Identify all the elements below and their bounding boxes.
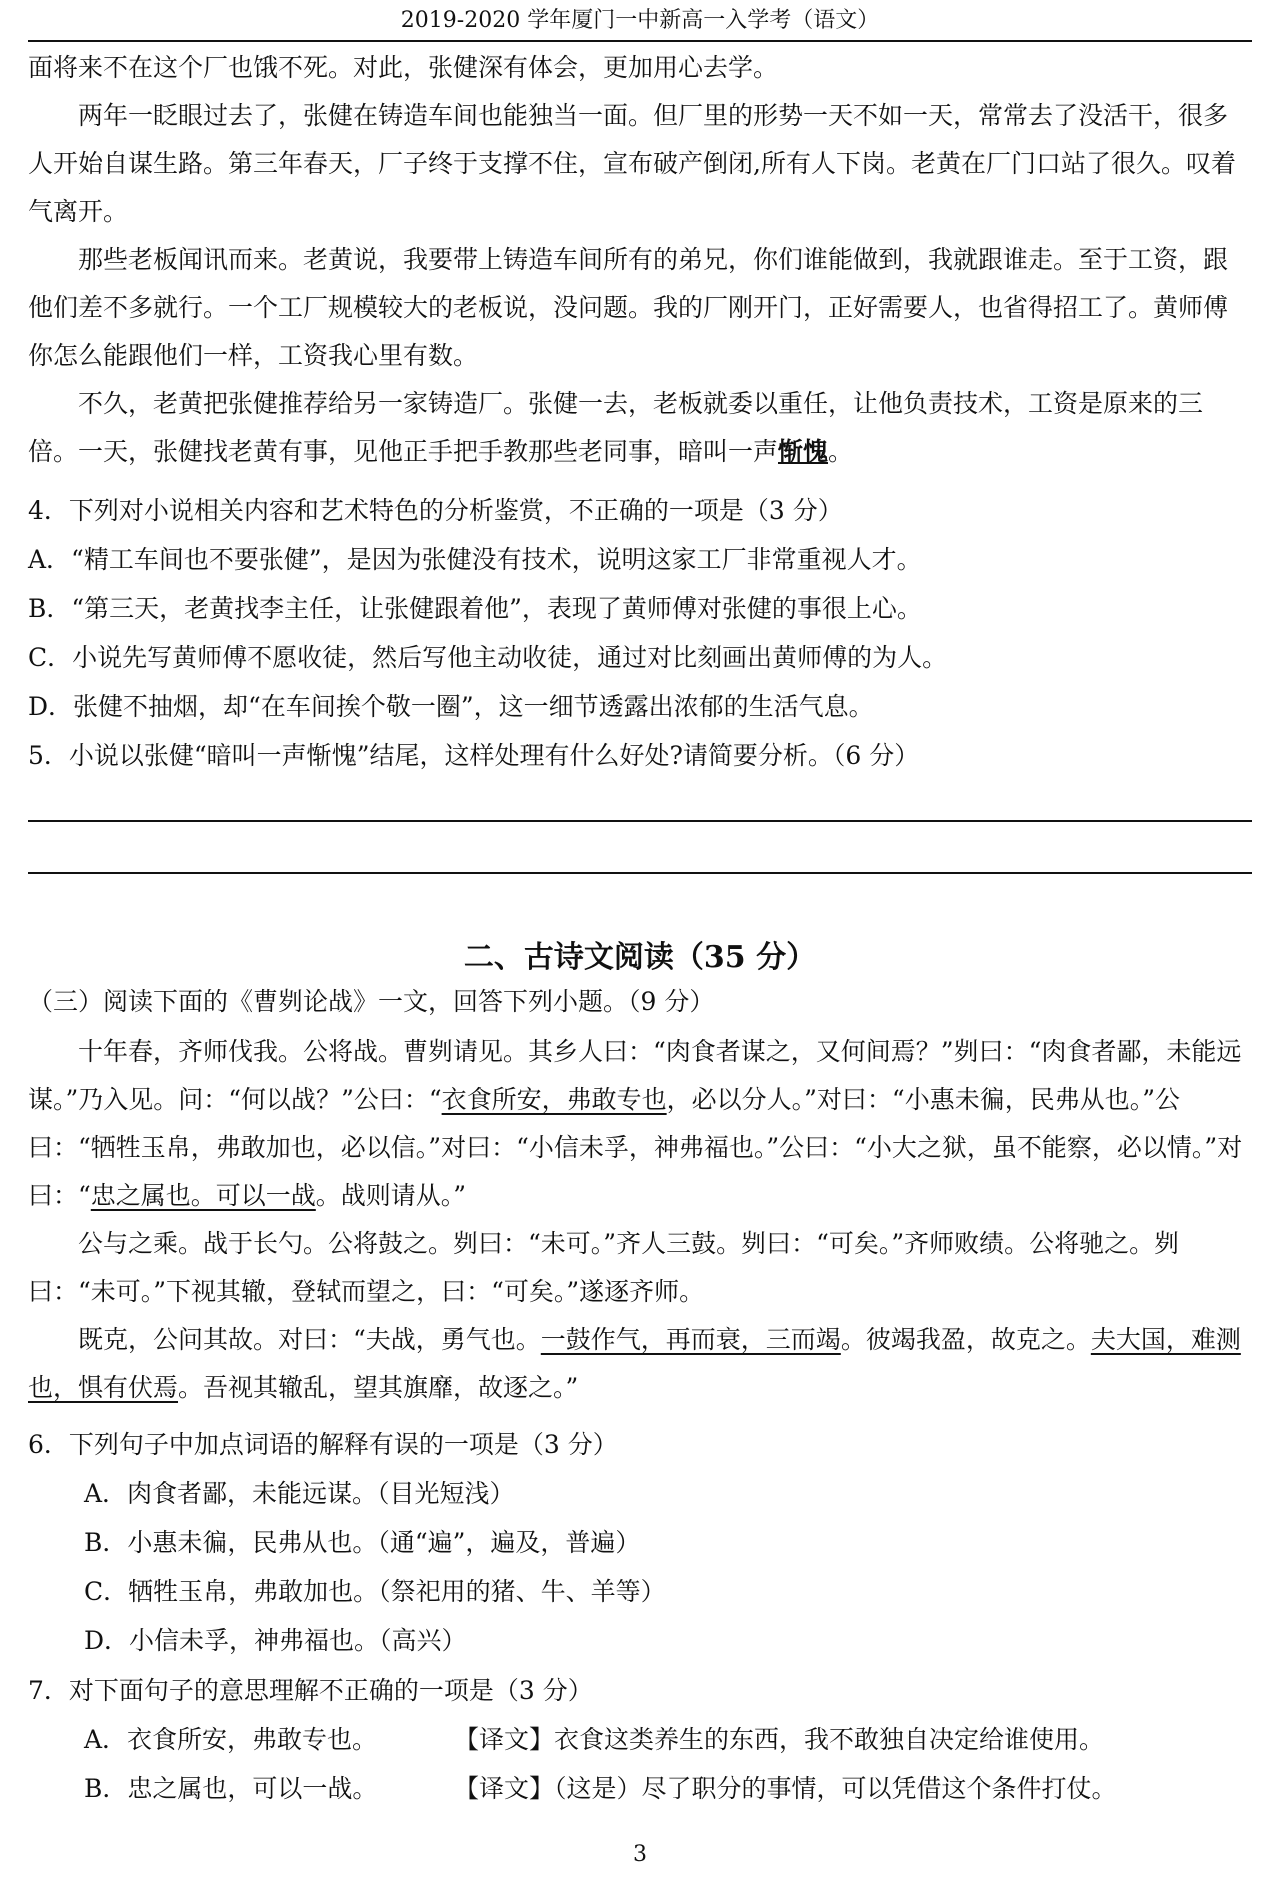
option-b: B．小惠未徧，民弗从也。（通“遍”，遍及，普遍） (84, 1528, 641, 1557)
classical-passage (28, 982, 1252, 1412)
passage-paragraph: 公与之乘。战于长勺。公将鼓之。刿曰：“未可。”齐人三鼓。刿曰：“可矣。”齐师败绩。公将驰之。刿曰：“未可。”下视其辙，登轼而望之，曰：“可矣。”遂逐齐师。 (28, 1229, 1180, 1306)
underlined-sentence: 夫大国，难测也，惧有伏焉 (28, 1325, 1241, 1402)
passage-text-run: 十年春，齐师伐我。公将战。曹刿请见。其乡人曰：“肉食者谋之，又何间焉？”刿曰：“肉食者鄙，未能远谋。”乃入见。问：“何以战？”公曰：“ (28, 1037, 1242, 1114)
story-paragraph: 面将来不在这个厂也饿不死。对此，张健深有体会，更加用心去学。 (28, 53, 779, 82)
passage-text-run: 。彼竭我盈，故克之。 (840, 1325, 1091, 1354)
story-paragraph: 那些老板闻讯而来。老黄说，我要带上铸造车间所有的弟兄，你们谁能做到，我就跟谁走。至于工资，跟他们差不多就行。一个工厂规模较大的老板说，没问题。我的厂刚开门，正好需要人，也省得招工了。黄师傅你怎么能跟他们一样，工资我心里有数。 (28, 245, 1229, 370)
page-header (28, 6, 1252, 42)
emphasized-word: 惭愧 (778, 437, 829, 466)
option-c: C．小说先写黄师傅不愿收徒，然后写他主动收徒，通过对比刻画出黄师傅的为人。 (28, 643, 948, 672)
answer-line[interactable] (28, 872, 1252, 874)
question-stem: 4．下列对小说相关内容和艺术特色的分析鉴赏，不正确的一项是（3 分） (28, 496, 843, 525)
underlined-sentence: 衣食所安，弗敢专也 (441, 1085, 667, 1114)
question-7 (28, 1666, 1252, 1813)
underlined-sentence: 一鼓作气，再而衰，三而竭 (540, 1325, 841, 1354)
option-b: B．“第三天，老黄找李主任，让张健跟着他”，表现了黄师傅对张健的事很上心。 (28, 594, 922, 623)
story-text-run: 。 (828, 437, 854, 466)
source-sentence: A．衣食所安，弗敢专也。 (84, 1725, 378, 1754)
header-title: 2019-2020 学年厦门一中新高一入学考（语文） (400, 8, 880, 33)
question-stem: 7．对下面句子的意思理解不正确的一项是（3 分） (28, 1676, 593, 1705)
underlined-sentence: 忠之属也。可以一战 (90, 1181, 316, 1210)
passage-paragraph (28, 1316, 1252, 1412)
story-paragraph (28, 380, 1252, 476)
page-number: 3 (633, 1842, 647, 1867)
question-stem: 6．下列句子中加点词语的解释有误的一项是（3 分） (28, 1430, 618, 1459)
translation-row (28, 1715, 1252, 1764)
passage-paragraph (28, 1028, 1252, 1220)
question-5-stem: 5．小说以张健“暗叫一声惭愧”结尾，这样处理有什么好处?请简要分析。（6 分） (28, 741, 920, 770)
translation-text: 【译文】（这是）尽了职分的事情，可以凭借这个条件打仗。 (454, 1774, 1117, 1803)
translation-row (28, 1764, 1252, 1813)
passage-text-run: 。战则请从。” (315, 1181, 467, 1210)
option-a: A．肉食者鄙，未能远谋。（目光短浅） (84, 1479, 515, 1508)
option-d: D．张健不抽烟，却“在车间挨个敬一圈”，这一细节透露出浓郁的生活气息。 (28, 692, 874, 721)
answer-line[interactable] (28, 820, 1252, 822)
translation-text: 【译文】衣食这类养生的东西，我不敢独自决定给谁使用。 (454, 1725, 1105, 1754)
question-4 (28, 486, 1252, 780)
passage-text-run: ，必以分人。”对曰：“小惠未徧，民弗从也。”公曰：“牺牲玉帛，弗敢加也，必以信。”对曰：“小信未孚，神弗福也。”公曰：“小大之狱，虽不能察，必以情。”对曰：“ (28, 1085, 1243, 1210)
question-6 (28, 1420, 1252, 1665)
option-c: C．牺牲玉帛，弗敢加也。（祭祀用的猪、牛、羊等） (84, 1577, 666, 1606)
passage-text-run: 。吾视其辙乱，望其旗靡，故逐之。” (178, 1373, 579, 1402)
story-text (28, 44, 1252, 476)
story-text-run: 不久，老黄把张健推荐给另一家铸造厂。张健一去，老板就委以重任，让他负责技术，工资是原来的三倍。一天，张健找老黄有事，见他正手把手教那些老同事，暗叫一声 (28, 389, 1204, 466)
story-paragraph: 两年一眨眼过去了，张健在铸造车间也能独当一面。但厂里的形势一天不如一天，常常去了没活干，很多人开始自谋生路。第三年春天，厂子终于支撑不住，宣布破产倒闭,所有人下岗。老黄在厂门口站了很久。叹着气离开。 (28, 101, 1236, 226)
source-sentence: B．忠之属也，可以一战。 (84, 1774, 378, 1803)
passage-text-run: 既克，公问其故。对曰：“夫战，勇气也。 (78, 1325, 541, 1354)
option-a: A．“精工车间也不要张健”，是因为张健没有技术，说明这家工厂非常重视人才。 (28, 545, 922, 574)
section-title: 二、古诗文阅读（35 分） (463, 940, 817, 975)
option-d: D．小信未孚，神弗福也。（高兴） (84, 1626, 467, 1655)
passage-subheading: （三）阅读下面的《曹刿论战》一文，回答下列小题。（9 分） (28, 987, 715, 1016)
